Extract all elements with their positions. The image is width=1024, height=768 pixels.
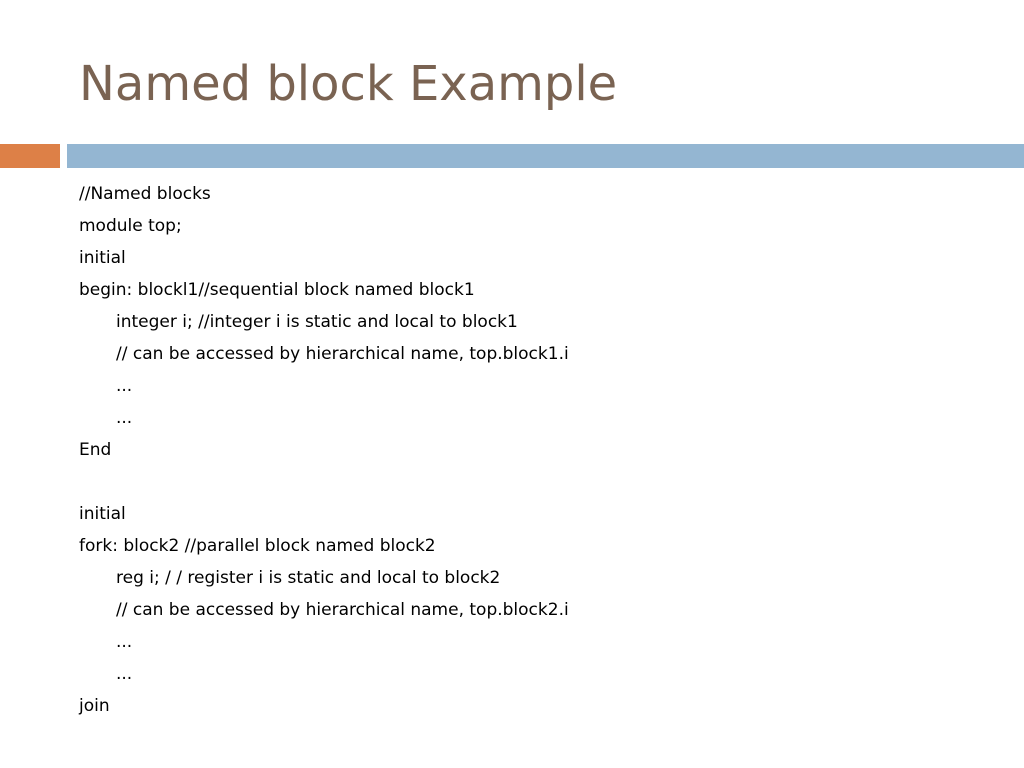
code-line: begin: blockl1//sequential block named block1 (79, 280, 475, 300)
code-line: ... (116, 408, 133, 428)
code-line: initial (79, 504, 126, 524)
code-line: // can be accessed by hierarchical name, top.block2.i (116, 600, 569, 620)
title-divider-bar (67, 144, 1024, 168)
code-line: //Named blocks (79, 184, 211, 204)
code-line: reg i; / / register i is static and local to block2 (116, 568, 501, 588)
accent-bar (0, 144, 60, 168)
code-listing (79, 178, 569, 722)
slide-title: Named block Example (79, 56, 618, 112)
code-line: // can be accessed by hierarchical name, top.block1.i (116, 344, 569, 364)
blank-line (79, 466, 569, 498)
code-line: module top; (79, 216, 182, 236)
code-line: initial (79, 248, 126, 268)
code-line: End (79, 440, 112, 460)
code-line: join (79, 696, 110, 716)
code-line: fork: block2 //parallel block named block2 (79, 536, 436, 556)
code-line: ... (116, 376, 133, 396)
code-line: ... (116, 632, 133, 652)
code-line: ... (116, 664, 133, 684)
code-line: integer i; //integer i is static and local to block1 (116, 312, 518, 332)
